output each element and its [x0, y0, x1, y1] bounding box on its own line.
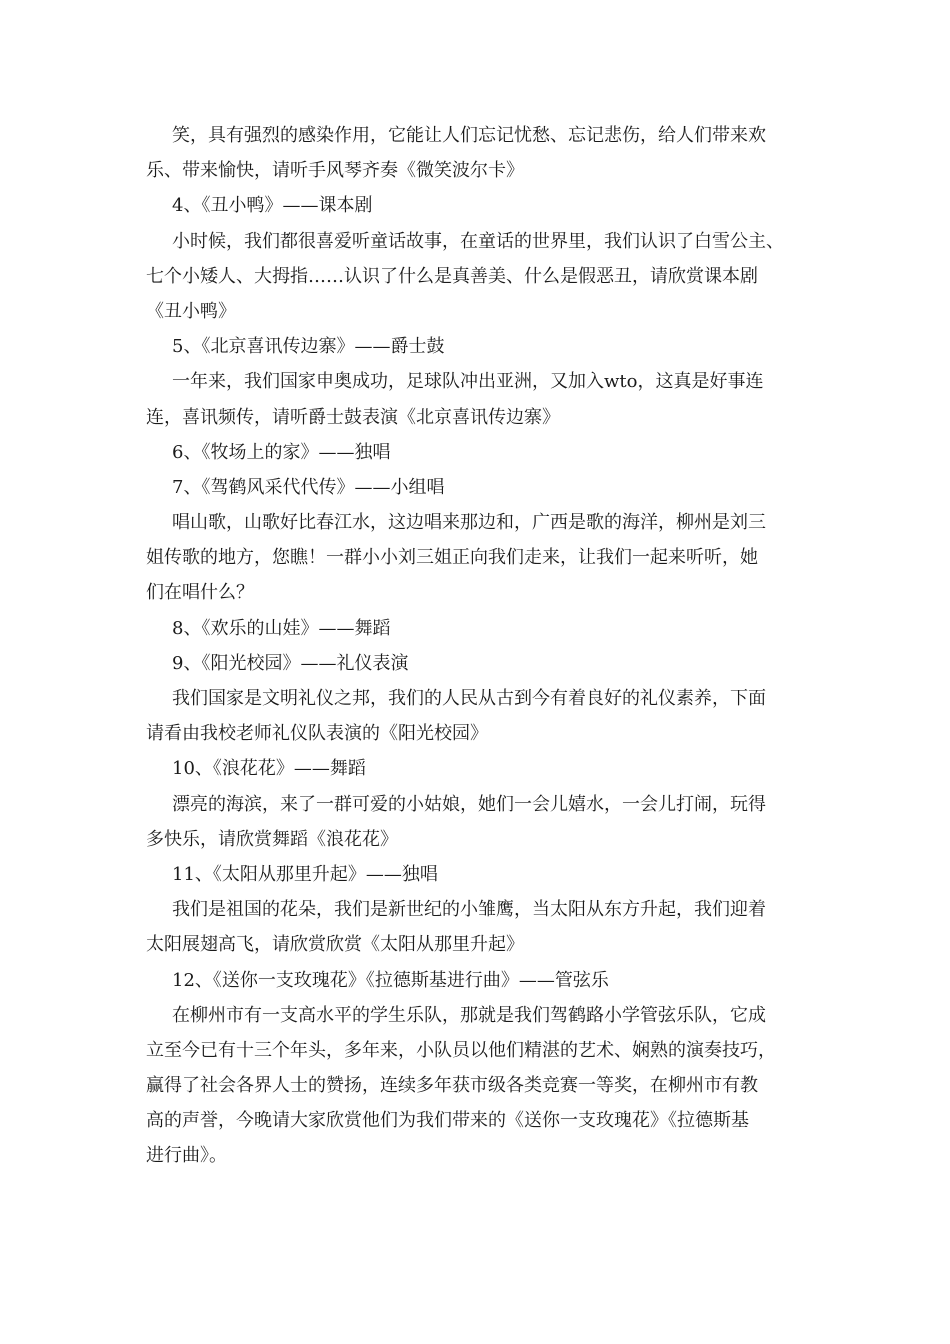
paragraph-line: 笑，具有强烈的感染作用，它能让人们忘记忧愁、忘记悲伤，给人们带来欢 [172, 125, 766, 146]
program-item-heading: 11、《太阳从那里升起》——独唱 [172, 863, 438, 885]
program-item-heading: 7、《驾鹤风采代代传》——小组唱 [172, 476, 445, 498]
paragraph-line: 漂亮的海滨，来了一群可爱的小姑娘，她们一会儿嬉水，一会儿打闹，玩得 [172, 793, 766, 815]
paragraph-line: 立至今已有十三个年头，多年来，小队员以他们精湛的艺术、娴熟的演奏技巧， [146, 1039, 776, 1061]
paragraph-line: 太阳展翅高飞，请欣赏欣赏《太阳从那里升起》 [146, 934, 524, 956]
paragraph-line: 在柳州市有一支高水平的学生乐队，那就是我们驾鹤路小学管弦乐队，它成 [172, 1004, 766, 1026]
program-item-heading: 6、《牧场上的家》——独唱 [172, 441, 391, 463]
paragraph-line: 《丑小鸭》 [146, 300, 236, 322]
program-item-heading: 12、《送你一支玫瑰花》《拉德斯基进行曲》——管弦乐 [172, 969, 609, 991]
paragraph-line: 高的声誉，今晚请大家欣赏他们为我们带来的《送你一支玫瑰花》《拉德斯基 [146, 1110, 749, 1132]
document-body [146, 118, 810, 1174]
paragraph-line: 姐传歌的地方，您瞧！一群小小刘三姐正向我们走来，让我们一起来听听，她 [146, 547, 758, 569]
program-item-heading: 8、《欢乐的山娃》——舞蹈 [172, 617, 391, 639]
paragraph-line: 小时候，我们都很喜爱听童话故事，在童话的世界里，我们认识了白雪公主、 [172, 230, 784, 252]
paragraph-line: 七个小矮人、大拇指……认识了什么是真善美、什么是假恶丑，请欣赏课本剧 [146, 265, 758, 287]
paragraph-line: 多快乐，请欣赏舞蹈《浪花花》 [146, 828, 398, 850]
paragraph-line: 唱山歌，山歌好比春江水，这边唱来那边和，广西是歌的海洋，柳州是刘三 [172, 512, 766, 534]
paragraph-line: 连，喜讯频传，请听爵士鼓表演《北京喜讯传边寨》 [146, 406, 560, 428]
paragraph-line: 我们是祖国的花朵，我们是新世纪的小雏鹰，当太阳从东方升起，我们迎着 [172, 899, 766, 921]
program-item-heading: 5、《北京喜讯传边寨》——爵士鼓 [172, 336, 445, 358]
paragraph-line: 请看由我校老师礼仪队表演的《阳光校园》 [146, 723, 488, 745]
program-item-heading: 4、《丑小鸭》——课本剧 [172, 195, 373, 217]
paragraph-line: 乐、带来愉快，请听手风琴齐奏《微笑波尔卡》 [146, 160, 524, 182]
paragraph-line: 我们国家是文明礼仪之邦，我们的人民从古到今有着良好的礼仪素养，下面 [172, 688, 766, 709]
paragraph-line: 们在唱什么？ [146, 582, 254, 604]
paragraph-line: 赢得了社会各界人士的赞扬，连续多年获市级各类竞赛一等奖，在柳州市有教 [146, 1075, 758, 1097]
paragraph-line: 一年来，我们国家申奥成功，足球队冲出亚洲，又加入wto，这真是好事连 [172, 371, 764, 393]
paragraph-line: 进行曲》。 [146, 1145, 227, 1167]
program-item-heading: 9、《阳光校园》——礼仪表演 [172, 652, 409, 674]
program-item-heading: 10、《浪花花》——舞蹈 [172, 758, 366, 780]
